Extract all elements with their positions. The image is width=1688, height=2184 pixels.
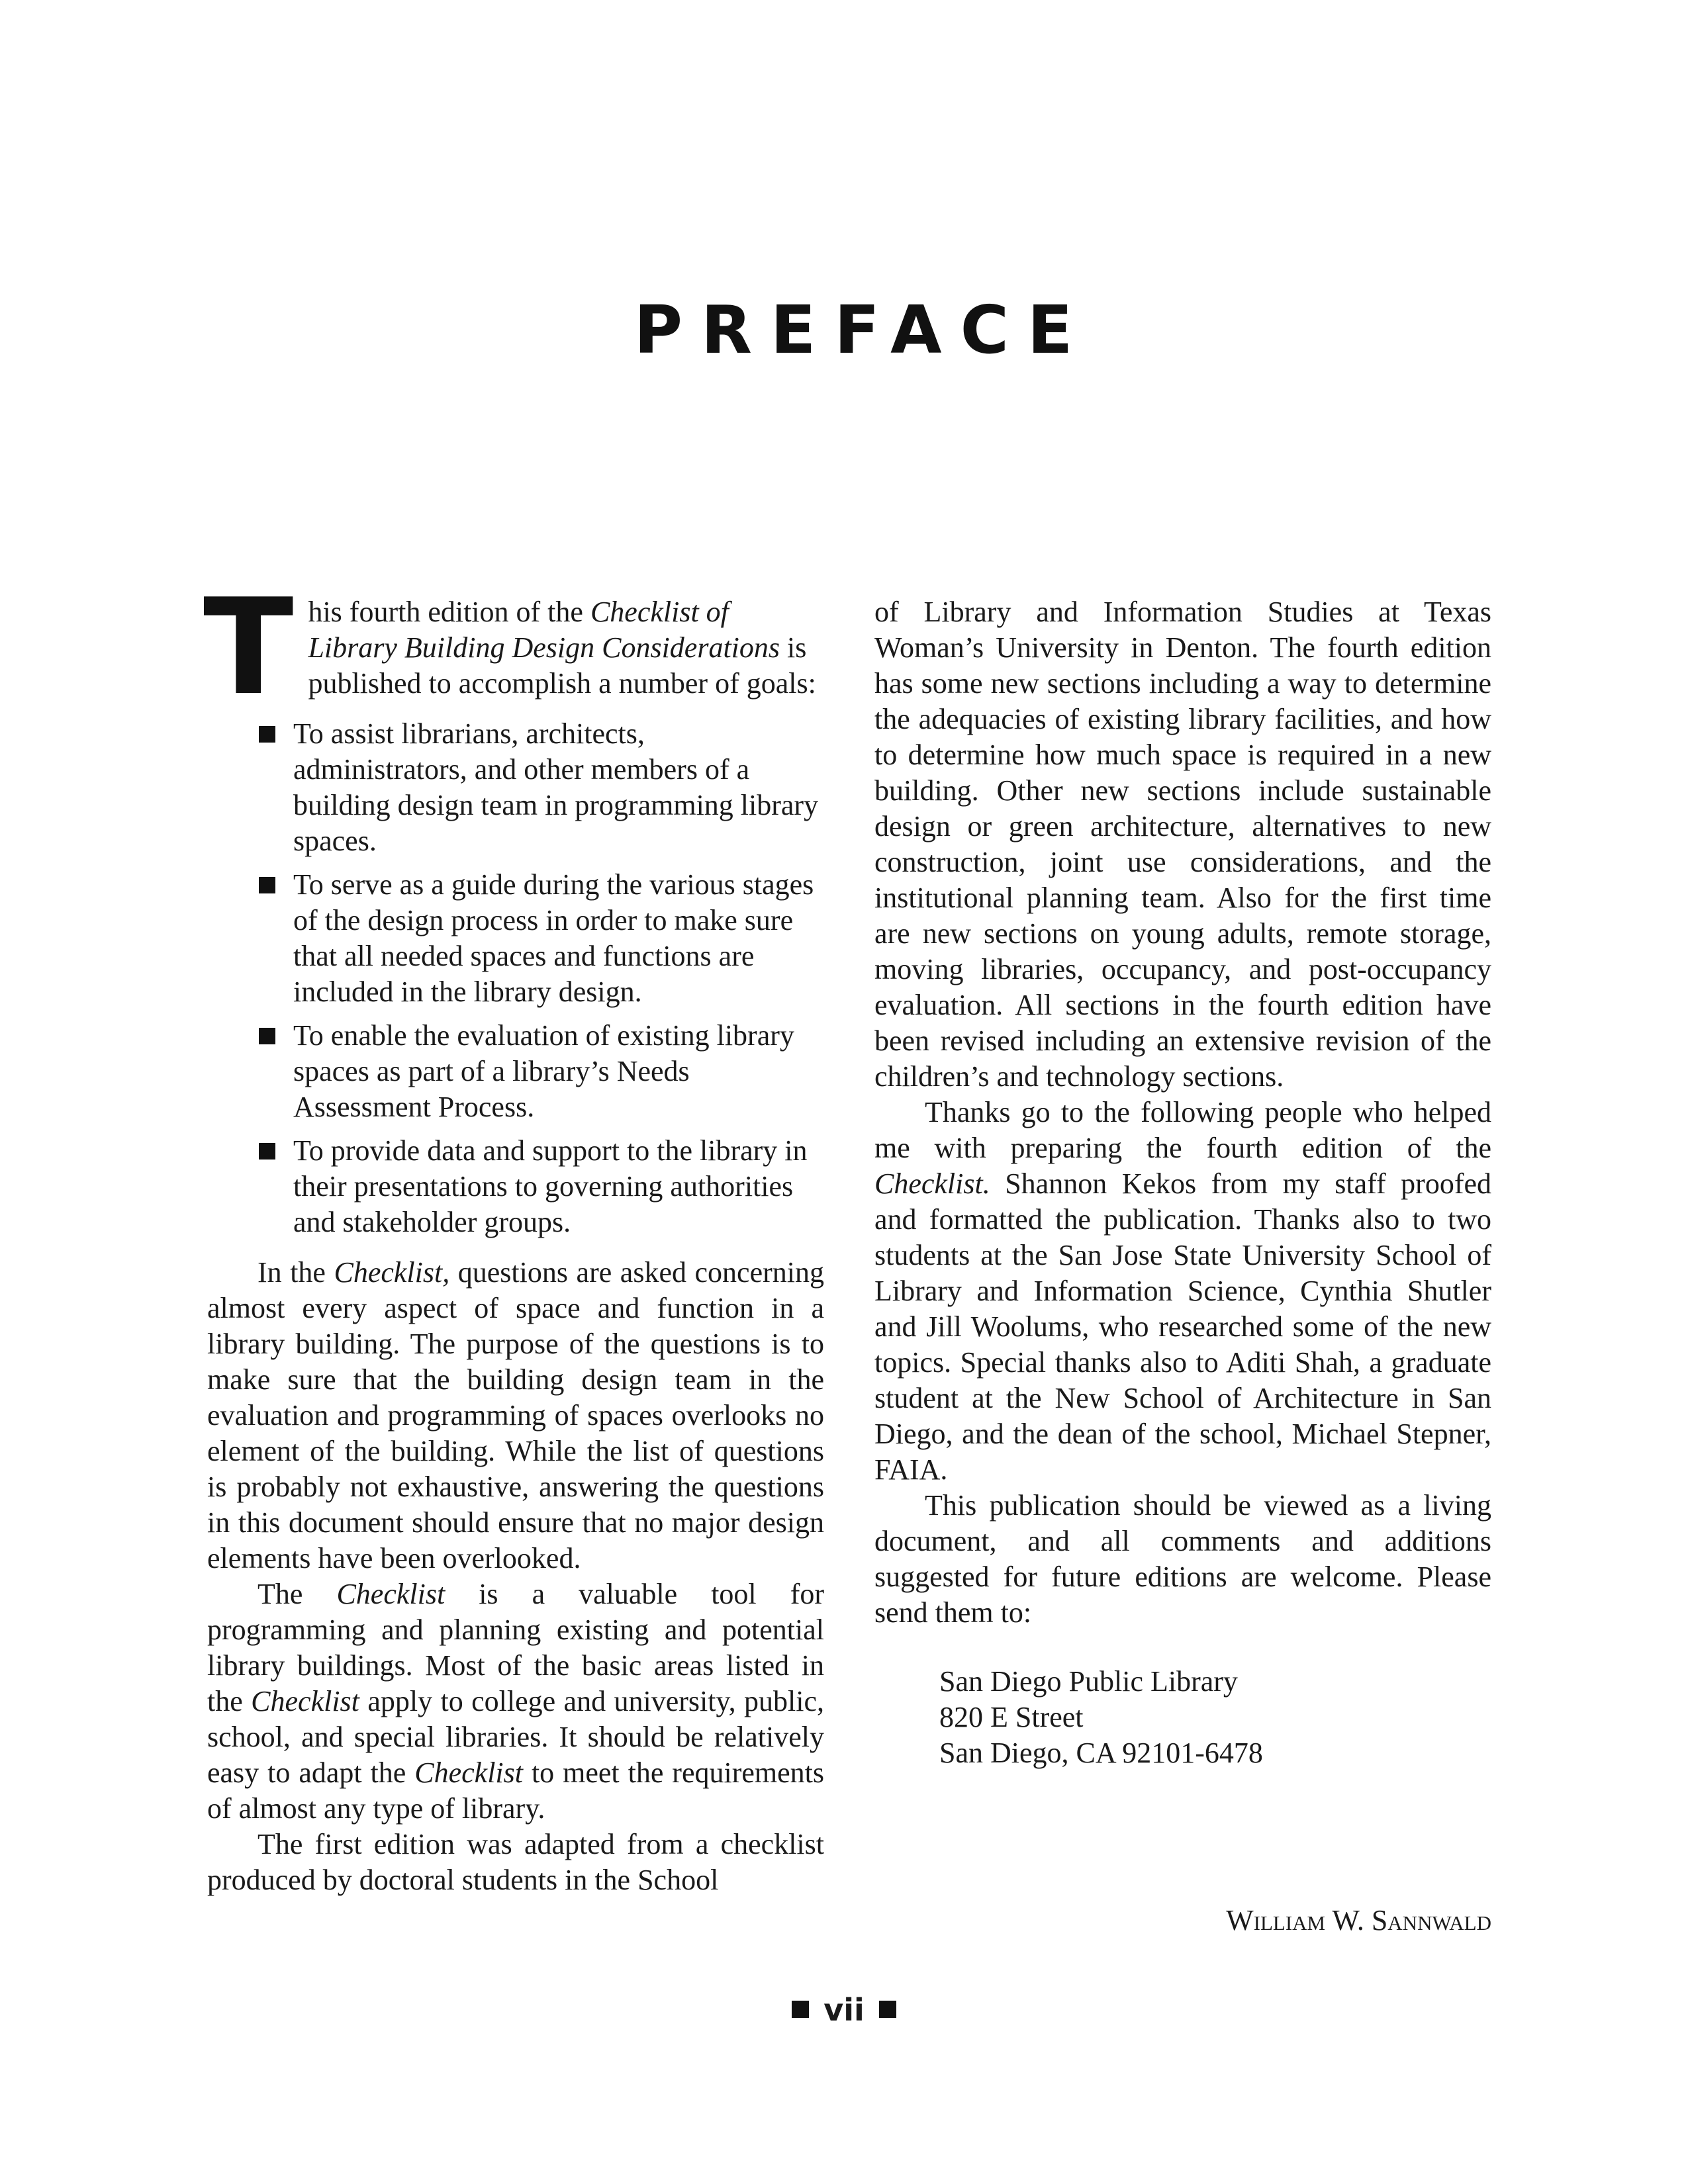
paragraph-checklist-tool: The Checklist is a valuable tool for programming and planning existing and potential library buildings. Most of the basic areas listed in the Checklist apply to college and university, public, school, and special libraries. It should be relatively easy to adapt the Checklist to meet the requirements of almost any type of library. (207, 1578, 824, 1825)
book-title: Checklist of Library Building Design Considerations (308, 596, 780, 664)
square-ornament-icon (879, 2001, 896, 2018)
goal-text: To enable the evaluation of existing library spaces as part of a library’s Needs Assessment Process. (293, 1019, 794, 1123)
address-line: San Diego, CA 92101-6478 (939, 1737, 1263, 1769)
goals-list (207, 716, 824, 1240)
right-column (874, 594, 1491, 1771)
page-title: PREFACE (633, 291, 1092, 369)
goal-item (293, 1133, 824, 1240)
square-ornament-icon (792, 2001, 809, 2018)
page-number: vii (823, 1992, 865, 2028)
page-footer (0, 1992, 1688, 2028)
goal-item (293, 867, 824, 1010)
paragraph-living-document: This publication should be viewed as a living document, and all comments and additions suggested for future editions are welcome. Please send them to: (874, 1489, 1491, 1629)
goal-text: To assist librarians, architects, administrators, and other members of a building design team in programming library spaces. (293, 717, 819, 857)
square-bullet-icon (259, 1143, 275, 1160)
paragraph-first-edition-continued: of Library and Information Studies at Texas Woman’s University in Denton. The fourth edition has some new sections including a way to determine the adequacies of existing library facilities, and how to determine how much space is required in a new building. Other new sections include sustainable design or green architecture, alternatives to new construction, joint use considerations, and the institutional planning team. Also for the first time are new sections on young adults, remote storage, moving libraries, occupancy, and post-occupancy evaluation. All sections in the fourth edition have been revised including an extensive revision of the children’s and technology sections. (874, 596, 1491, 1093)
square-bullet-icon (259, 1028, 275, 1044)
left-column (203, 570, 824, 1898)
author-signature: William W. Sannwald (1226, 1904, 1491, 1936)
square-bullet-icon (259, 726, 275, 743)
address-line: San Diego Public Library (939, 1665, 1238, 1698)
paragraph-thanks: Thanks go to the following people who helped me with preparing the fourth edition of the Checklist. Shannon Kekos from my staff proofed and formatted the publication. Thanks also to two students at the San Jose State University School of Library and Information Science, Cynthia Shutler and Jill Woolums, who researched some of the new topics. Special thanks also to Aditi Shah, a graduate student at the New School of Architecture in San Diego, and the dean of the school, Michael Stepner, FAIA. (874, 1096, 1491, 1486)
intro-paragraph (203, 570, 824, 725)
square-bullet-icon (259, 877, 275, 893)
intro-text-after: is published to accomplish a number of goals: (308, 631, 816, 700)
goal-item (293, 1018, 824, 1125)
goal-text: To serve as a guide during the various stages of the design process in order to make sure that all needed spaces and functions are included in the library design. (293, 868, 814, 1008)
goal-text: To provide data and support to the library in their presentations to governing authorities and stakeholder groups. (293, 1134, 808, 1238)
paragraph-first-edition: The first edition was adapted from a checklist produced by doctoral students in the School (207, 1828, 824, 1896)
mailing-address (939, 1664, 1491, 1771)
drop-cap: T (203, 570, 294, 725)
intro-text-before: his fourth edition of the (308, 596, 590, 628)
address-line: 820 E Street (939, 1701, 1084, 1733)
goal-item (293, 716, 824, 859)
paragraph-checklist-questions: In the Checklist, questions are asked concerning almost every aspect of space and function in a library building. The purpose of the questions is to make sure that the building design team in the evaluation and programming of spaces overlooks no element of the building. While the list of questions is probably not exhaustive, answering the questions in this document should ensure that no major design elements have been overlooked. (207, 1256, 824, 1574)
